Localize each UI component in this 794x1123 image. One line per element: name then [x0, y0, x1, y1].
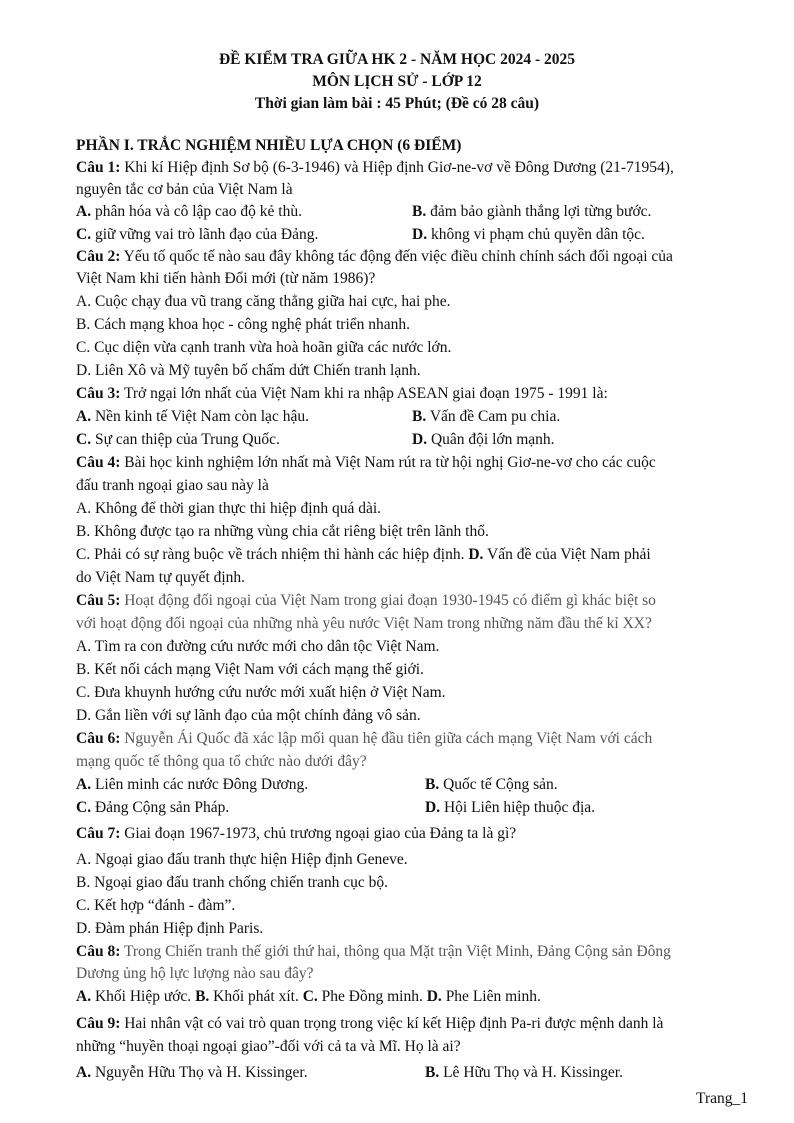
section-title: PHẦN I. TRẮC NGHIỆM NHIỀU LỰA CHỌN (6 ĐIỂM)	[76, 137, 462, 154]
q5-option-d: D. Gắn liền với sự lãnh đạo của một chính đảng vô sản.	[76, 707, 421, 724]
question-4-line2: đấu tranh ngoại giao sau này là	[76, 477, 269, 494]
question-8: Câu 8: Trong Chiến tranh thế giới thứ hai, thông qua Mặt trận Việt Minh, Đảng Cộng sản Đông	[76, 943, 671, 960]
q7-option-c: C. Kết hợp “đánh - đàm”.	[76, 897, 236, 914]
q2-option-a: A. Cuộc chạy đua vũ trang căng thẳng giữa hai cực, hai phe.	[76, 293, 451, 310]
question-9-line2: những “huyền thoại ngoại giao”-đối với cả ta và Mĩ. Họ là ai?	[76, 1038, 461, 1055]
question-2-line2: Việt Nam khi tiến hành Đổi mới (từ năm 1986)?	[76, 270, 376, 287]
q4-option-b: B. Không được tạo ra những vùng chia cắt riêng biệt trên lãnh thổ.	[76, 523, 489, 540]
q5-option-c: C. Đưa khuynh hướng cứu nước mới xuất hiện ở Việt Nam.	[76, 684, 446, 701]
question-6: Câu 6: Nguyễn Ái Quốc đã xác lập mối quan hệ đầu tiên giữa cách mạng Việt Nam với cách	[76, 730, 653, 747]
question-8-line2: Dương ủng hộ lực lượng nào sau đây?	[76, 965, 314, 982]
q6-option-d: D. Hội Liên hiệp thuộc địa.	[425, 799, 596, 816]
question-4: Câu 4: Bài học kinh nghiệm lớn nhất mà Việt Nam rút ra từ hội nghị Giơ-ne-vơ cho các cuộc	[76, 454, 656, 471]
q4-option-c-d: C. Phải có sự ràng buộc về trách nhiệm thi hành các hiệp định. D. Vấn đề của Việt Nam phải	[76, 546, 651, 563]
question-7: Câu 7: Giai đoạn 1967-1973, chủ trương ngoại giao của Đảng ta là gì?	[76, 825, 517, 842]
q8-options: A. Khối Hiệp ước. B. Khối phát xít. C. Phe Đồng minh. D. Phe Liên minh.	[76, 988, 541, 1005]
q5-option-a: A. Tìm ra con đường cứu nước mới cho dân tộc Việt Nam.	[76, 638, 440, 655]
q7-option-b: B. Ngoại giao đấu tranh chống chiến tranh cục bộ.	[76, 874, 389, 891]
q1-option-c: C. giữ vững vai trò lãnh đạo của Đảng.	[76, 226, 319, 243]
question-5-line2: với hoạt động đối ngoại của những nhà yêu nước Việt Nam trong những năm đầu thế kỉ XX?	[76, 615, 652, 632]
question-1-line2: nguyên tắc cơ bản của Việt Nam là	[76, 181, 293, 198]
q2-option-d: D. Liên Xô và Mỹ tuyên bố chấm dứt Chiến tranh lạnh.	[76, 362, 421, 379]
q3-option-d: D. Quân đội lớn mạnh.	[412, 431, 555, 448]
question-9: Câu 9: Hai nhân vật có vai trò quan trọng trong việc kí kết Hiệp định Pa-ri được mệnh danh là	[76, 1015, 664, 1032]
q7-option-a: A. Ngoại giao đấu tranh thực hiện Hiệp định Geneve.	[76, 851, 408, 868]
q3-option-b: B. Vấn đề Cam pu chia.	[412, 408, 561, 425]
q9-option-b: B. Lê Hữu Thọ và H. Kissinger.	[425, 1064, 623, 1081]
question-2: Câu 2: Yếu tố quốc tế nào sau đây không tác động đến việc điều chỉnh chính sách đối ngoại của	[76, 248, 673, 265]
q2-option-b: B. Cách mạng khoa học - công nghệ phát triển nhanh.	[76, 316, 411, 333]
q7-option-d: D. Đàm phán Hiệp định Paris.	[76, 920, 264, 937]
question-3: Câu 3: Trở ngại lớn nhất của Việt Nam khi ra nhập ASEAN giai đoạn 1975 - 1991 là:	[76, 385, 608, 402]
q4-option-d-line2: do Việt Nam tự quyết định.	[76, 569, 246, 586]
question-6-line2: mạng quốc tế thông qua tổ chức nào dưới đây?	[76, 753, 367, 770]
q2-option-c: C. Cục diện vừa cạnh tranh vừa hoà hoãn giữa các nước lớn.	[76, 339, 452, 356]
time-info: Thời gian làm bài : 45 Phút; (Đề có 28 câu)	[254, 95, 540, 112]
q6-option-a: A. Liên minh các nước Đông Dương.	[76, 776, 309, 793]
q3-option-a: A. Nền kinh tế Việt Nam còn lạc hậu.	[76, 408, 309, 425]
page-number: Trang_1	[696, 1090, 748, 1107]
question-1: Câu 1: Khi kí Hiệp định Sơ bộ (6-3-1946) và Hiệp định Giơ-ne-vơ về Đông Dương (21-71954),	[76, 159, 674, 176]
q1-option-d: D. không vi phạm chủ quyền dân tộc.	[412, 226, 645, 243]
q4-option-a: A. Không để thời gian thực thi hiệp định quá dài.	[76, 500, 382, 517]
q6-option-b: B. Quốc tế Cộng sản.	[425, 776, 558, 793]
q9-option-a: A. Nguyễn Hữu Thọ và H. Kissinger.	[76, 1064, 308, 1081]
subject-title: MÔN LỊCH SỬ - LỚP 12	[312, 73, 482, 90]
q3-option-c: C. Sự can thiệp của Trung Quốc.	[76, 431, 280, 448]
question-5: Câu 5: Hoạt động đối ngoại của Việt Nam trong giai đoạn 1930-1945 có điểm gì khác biệt so	[76, 592, 656, 609]
q6-option-c: C. Đảng Cộng sản Pháp.	[76, 799, 230, 816]
q5-option-b: B. Kết nối cách mạng Việt Nam với cách mạng thế giới.	[76, 661, 424, 678]
exam-title: ĐỀ KIỂM TRA GIỮA HK 2 - NĂM HỌC 2024 - 2025	[218, 51, 576, 68]
q1-option-a: A. phân hóa và cô lập cao độ kẻ thù.	[76, 203, 302, 220]
q1-option-b: B. đảm bảo giành thắng lợi từng bước.	[412, 203, 652, 220]
